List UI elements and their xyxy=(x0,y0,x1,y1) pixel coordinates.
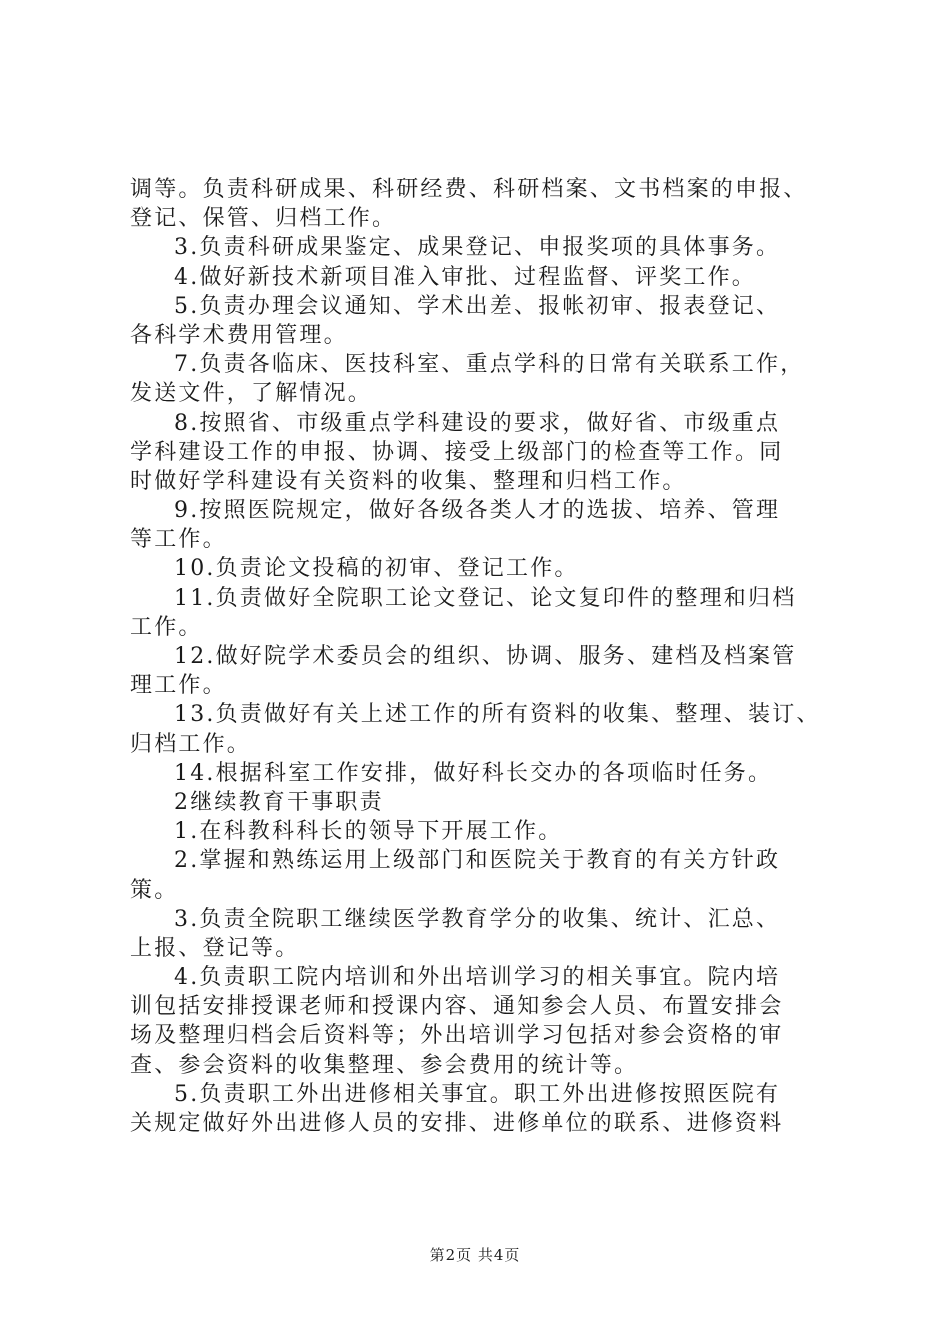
text-line: 时做好学科建设有关资料的收集、整理和归档工作。 xyxy=(130,468,687,494)
text-line: 5.负责职工外出进修相关事宜。职工外出进修按照医院有 xyxy=(174,1081,781,1107)
text-line: 3.负责全院职工继续医学教育学分的收集、统计、汇总、 xyxy=(174,906,781,932)
text-line: 关规定做好外出进修人员的安排、进修单位的联系、进修资料 xyxy=(130,1111,784,1136)
text-line: 7.负责各临床、医技科室、重点学科的日常有关联系工作， xyxy=(174,352,805,378)
text-line: 查、参会资料的收集整理、参会费用的统计等。 xyxy=(130,1052,639,1078)
text-line: 9.按照医院规定，做好各级各类人才的选拔、培养、管理 xyxy=(174,498,781,524)
text-line: 1.在科教科科长的领导下开展工作。 xyxy=(174,819,563,845)
text-line: 2继续教育干事职责 xyxy=(174,789,384,815)
text-line: 11.负责做好全院职工论文登记、论文复印件的整理和归档 xyxy=(174,585,797,611)
text-line: 2.掌握和熟练运用上级部门和医院关于教育的有关方针政 xyxy=(174,848,781,874)
text-line: 登记、保管、归档工作。 xyxy=(130,206,397,232)
page-footer: 第2页 共4页 xyxy=(429,1246,521,1264)
text-line: 4.做好新技术新项目准入审批、过程监督、评奖工作。 xyxy=(174,264,756,290)
text-line: 等工作。 xyxy=(130,527,227,553)
text-line: 14.根据科室工作安排，做好科长交办的各项临时任务。 xyxy=(174,760,773,786)
text-line: 上报、登记等。 xyxy=(130,935,300,961)
text-line: 归档工作。 xyxy=(130,731,252,757)
text-line: 调等。负责科研成果、科研经费、科研档案、文书档案的申报、 xyxy=(130,177,808,202)
text-line: 3.负责科研成果鉴定、成果登记、申报奖项的具体事务。 xyxy=(174,235,781,261)
text-line: 训包括安排授课老师和授课内容、通知参会人员、布置安排会 xyxy=(130,994,784,1020)
text-line: 12.做好院学术委员会的组织、协调、服务、建档及档案管 xyxy=(174,644,797,669)
text-line: 5.负责办理会议通知、学术出差、报帐初审、报表登记、 xyxy=(174,293,781,319)
text-line: 8.按照省、市级重点学科建设的要求，做好省、市级重点 xyxy=(174,410,781,436)
text-line: 4.负责职工院内培训和外出培训学习的相关事宜。院内培 xyxy=(174,965,781,991)
text-line: 工作。 xyxy=(130,614,203,640)
document-body xyxy=(130,175,835,1138)
text-line: 理工作。 xyxy=(130,673,227,699)
text-line: 发送文件，了解情况。 xyxy=(130,381,373,407)
text-line: 各科学术费用管理。 xyxy=(130,322,348,348)
text-line: 10.负责论文投稿的初审、登记工作。 xyxy=(174,556,579,582)
text-line: 学科建设工作的申报、协调、接受上级部门的检查等工作。同 xyxy=(130,439,784,465)
text-line: 策。 xyxy=(130,877,179,903)
text-line: 场及整理归档会后资料等；外出培训学习包括对参会资格的审 xyxy=(130,1023,784,1049)
text-line: 13.负责做好有关上述工作的所有资料的收集、整理、装订、 xyxy=(174,702,821,728)
